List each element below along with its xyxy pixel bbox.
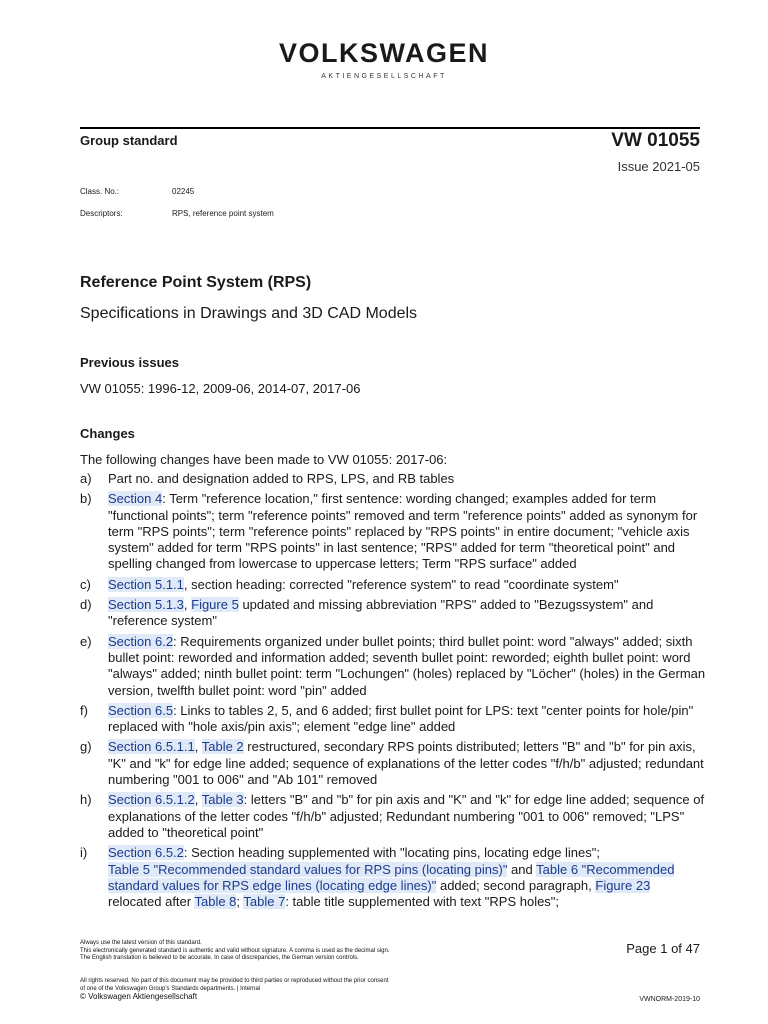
descriptors-label: Descriptors:: [80, 209, 123, 218]
table-link[interactable]: Table 8: [194, 894, 237, 910]
change-item-label: c): [80, 576, 91, 592]
class-number-value: 02245: [172, 187, 195, 196]
change-item-separator: ,: [183, 597, 192, 613]
change-item-text: : Section heading supplemented with "locating pins, locating edge lines";: [183, 845, 600, 861]
change-item: [80, 634, 706, 699]
change-item-text: : letters "B" and "b" for pin axis and "K" and "k" for edge line added; sequence of explanations of the letter codes "f/h/b" adjusted; Redundant numbering "001 to 006" removed; "LPS" added to "theoretical point": [108, 792, 705, 840]
document-title: Reference Point System (RPS): [80, 274, 312, 291]
table-link[interactable]: Table 6 "Recommended standard values for RPS edge lines (locating edge lines)": [108, 861, 675, 893]
previous-issues-heading: Previous issues: [80, 355, 179, 370]
change-item-text: updated and missing abbreviation "RPS" added to "Bezugssystem" and "reference system": [108, 597, 654, 629]
section-link[interactable]: Section 5.1.3: [108, 597, 184, 613]
change-item-separator: ,: [194, 739, 202, 755]
group-standard-label: Group standard: [80, 133, 178, 148]
form-code: VWNORM-2019-10: [639, 996, 700, 1003]
brand-logo: VOLKSWAGEN: [278, 38, 489, 68]
change-item-separator: ,: [194, 792, 202, 808]
section-link[interactable]: Section 5.1.1: [108, 576, 184, 592]
document-number: VW 01055: [611, 130, 700, 151]
section-link[interactable]: Section 6.5.2: [108, 845, 184, 861]
table-link[interactable]: Table 2: [201, 739, 244, 755]
table-link[interactable]: Table 3: [201, 792, 244, 808]
header-rule: [80, 127, 700, 129]
footer-line: of one of the Volkswagen Group's Standards departments. | Internal: [80, 985, 261, 992]
change-item-text: restructured, secondary RPS points distributed; letters "B" and "b" for pin axis, "K" and "k" for edge line added; sequence of explanations of the letter codes "f/h/b" adjusted; redundant numbering "001 to 006" and "Ab 101" removed: [108, 739, 704, 788]
change-item: [80, 703, 706, 736]
brand-subtitle: AKTIENGESELLSCHAFT: [321, 73, 447, 80]
change-item-text: : table title supplemented with text "RPS holes";: [285, 894, 560, 910]
section-link[interactable]: Section 6.5: [108, 702, 174, 718]
footer-line: © Volkswagen Aktiengesellschaft: [80, 992, 198, 1002]
section-link[interactable]: Section 4: [108, 491, 163, 507]
change-item-text: added; second paragraph,: [436, 877, 596, 893]
class-number-row: [80, 187, 194, 196]
changes-intro: The following changes have been made to VW 01055: 2017-06:: [80, 452, 448, 467]
descriptors-value: RPS, reference point system: [172, 209, 274, 218]
change-item-text: : Requirements organized under bullet points; third bullet point: word "always" added; sixth bullet point: reworded and information added; seventh bullet point: reworded; eighth bullet point: word "always" added; ninth bullet point: term "Lochungen" (holes) replaced by "Löcher" (holes) in the German version, twelfth bullet point: word "pin" added: [108, 633, 706, 698]
previous-issues-text: VW 01055: 1996-12, 2009-06, 2014-07, 2017-06: [80, 381, 361, 396]
change-item-label: a): [80, 471, 92, 486]
footer-line: This electronically generated standard is authentic and valid without signature. A comma is used as the decimal sign.: [80, 947, 390, 954]
footer-line: The English translation is believed to be accurate. In case of discrepancies, the German version controls.: [80, 955, 359, 962]
section-link[interactable]: Section 6.2: [108, 633, 174, 649]
changes-list: [80, 471, 706, 914]
document-subtitle: Specifications in Drawings and 3D CAD Models: [80, 305, 418, 322]
change-item: [80, 577, 706, 593]
change-item-text: ;: [236, 894, 244, 910]
change-item-text: , section heading: corrected "reference system" to read "coordinate system": [183, 576, 619, 592]
change-item: [80, 491, 706, 572]
change-item-label: e): [80, 633, 92, 649]
class-number-label: Class. No.:: [80, 187, 120, 196]
issue-date: Issue 2021-05: [617, 159, 700, 174]
descriptors-row: [80, 209, 274, 218]
change-item-text: relocated after: [108, 894, 195, 910]
change-item-text: : Term "reference location," first sentence: wording changed; examples added for term "functional points"; term "reference points" removed and term "reference points" added as synonym for term "RPS points"; term "reference points" replaced by "RPS points" in entire document; "vehicle axis system" added for term "RPS points" in last sentence; "RPS" added for term "theoretical point" and spelling changed from lowercase to uppercase letters; Term "RPS surface" added: [108, 491, 698, 572]
table-link[interactable]: Table 5 "Recommended standard values for RPS pins (locating pins)": [108, 861, 508, 877]
section-link[interactable]: Section 6.5.1.1: [108, 739, 195, 755]
change-item-text: : Links to tables 2, 5, and 6 added; first bullet point for LPS: text "center points for hole/pin" replaced with "hole axis/pin axis"; element "edge line" added: [108, 702, 694, 735]
section-link[interactable]: Section 6.5.1.2: [108, 792, 195, 808]
change-item-label: i): [80, 845, 88, 861]
change-item-label: g): [80, 739, 92, 755]
footer-line: All rights reserved. No part of this document may be provided to third parties or reproduced without the prior consent: [80, 978, 389, 984]
change-item: [80, 739, 706, 788]
change-item-label: d): [80, 597, 92, 613]
page-number: Page 1 of 47: [626, 941, 700, 956]
change-item-text: and: [507, 861, 537, 877]
footer-notice: [80, 940, 390, 963]
change-item-label: h): [80, 792, 92, 808]
change-item: [80, 792, 706, 841]
changes-heading: Changes: [80, 426, 135, 441]
change-item-label: b): [80, 491, 92, 507]
change-item: [80, 471, 706, 487]
figure-link[interactable]: Figure 5: [191, 597, 239, 613]
footer-copyright: [80, 978, 389, 1001]
figure-link[interactable]: Figure 23: [595, 877, 651, 893]
change-item-label: f): [80, 702, 88, 718]
change-item: [80, 845, 706, 910]
footer-line: Always use the latest version of this standard.: [80, 940, 202, 946]
change-item: [80, 597, 706, 630]
change-item-text: Part no. and designation added to RPS, LPS, and RB tables: [108, 471, 455, 486]
table-link[interactable]: Table 7: [243, 894, 286, 910]
